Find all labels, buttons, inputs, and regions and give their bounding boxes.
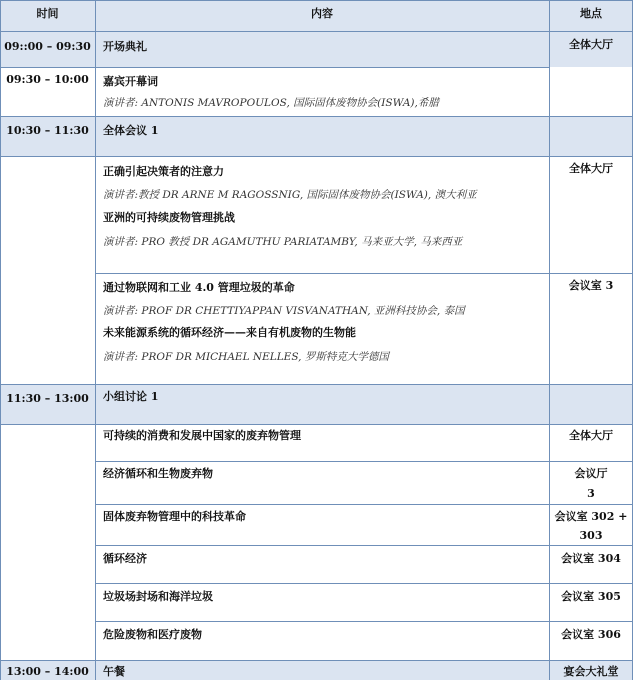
header-venue: 地点	[580, 7, 602, 20]
session-title: 循环经济	[103, 552, 147, 565]
session-title: 午餐	[103, 665, 125, 678]
grid-line	[95, 273, 633, 274]
speaker-line: 演讲者: PRO 教授 DR AGAMUTHU PARIATAMBY, 马来亚大学, 马来西亚	[103, 236, 463, 248]
session-title: 通过物联网和工业 4.0 管理垃圾的革命	[103, 281, 295, 294]
time-cell: 13:00 – 14:00	[6, 665, 89, 678]
time-cell: 10:30 – 11:30	[6, 124, 89, 137]
header-content: 内容	[311, 7, 333, 20]
venue-cell: 会议室 305	[561, 590, 621, 603]
grid-line	[95, 0, 96, 680]
venue-cell: 全体大厅	[569, 429, 613, 442]
row-bg-panel-content	[95, 384, 633, 424]
row-bg-plenary-venue	[549, 116, 633, 156]
grid-line	[95, 621, 633, 622]
grid-line	[95, 583, 633, 584]
header-time: 时间	[36, 7, 59, 20]
session-title: 未来能源系统的循环经济——来自有机废物的生物能	[103, 326, 356, 339]
time-cell: 11:30 – 13:00	[6, 392, 89, 405]
session-title: 正确引起决策者的注意力	[103, 165, 224, 178]
speaker-line: 演讲者: ANTONIS MAVROPOULOS, 国际固体废物协会(ISWA),希腊	[103, 97, 439, 109]
venue-cell: 全体大厅	[569, 162, 613, 175]
venue-cell: 会议室 306	[561, 628, 621, 641]
venue-cell: 会议室 3	[568, 279, 614, 292]
grid-line	[95, 504, 633, 505]
venue-cell: 宴会大礼堂	[563, 665, 619, 678]
session-title: 全体会议 1	[103, 124, 159, 137]
speaker-line: 演讲者: PROF DR CHETTIYAPPAN VISVANATHAN, 亚洲科技协会, 泰国	[103, 305, 465, 317]
row-bg-plenary-content	[95, 116, 549, 156]
venue-cell: 全体大厅	[569, 38, 613, 51]
session-title: 经济循环和生物废弃物	[103, 467, 213, 480]
session-title: 固体废弃物管理中的科技革命	[103, 510, 246, 523]
speaker-line: 演讲者: PROF DR MICHAEL NELLES, 罗斯特克大学德国	[103, 351, 389, 363]
venue-cell: 3	[587, 487, 595, 500]
venue-cell: 303	[579, 529, 603, 542]
venue-cell: 会议室 304	[561, 552, 621, 565]
session-title: 亚洲的可持续废物管理挑战	[103, 211, 235, 224]
session-title: 可持续的消费和发展中国家的废弃物管理	[103, 429, 301, 442]
time-cell: 09:30 – 10:00	[6, 73, 89, 86]
session-title: 危险废物和医疗废物	[103, 628, 202, 641]
speaker-line: 演讲者:教授 DR ARNE M RAGOSSNIG, 国际固体废物协会(ISWA), 澳大利亚	[103, 189, 477, 201]
venue-cell: 会议室 302 +	[554, 510, 628, 523]
time-cell: 09::00 – 09:30	[4, 40, 91, 53]
grid-line	[95, 545, 633, 546]
grid-line	[95, 461, 633, 462]
session-title: 开场典礼	[103, 40, 147, 53]
venue-cell: 会议厅	[574, 467, 608, 480]
grid-line	[0, 0, 1, 680]
session-title: 小组讨论 1	[103, 390, 159, 403]
grid-line	[549, 0, 550, 680]
session-title: 嘉宾开幕词	[103, 75, 158, 88]
session-title: 垃圾场封场和海洋垃圾	[103, 590, 213, 603]
grid-line	[0, 67, 549, 68]
